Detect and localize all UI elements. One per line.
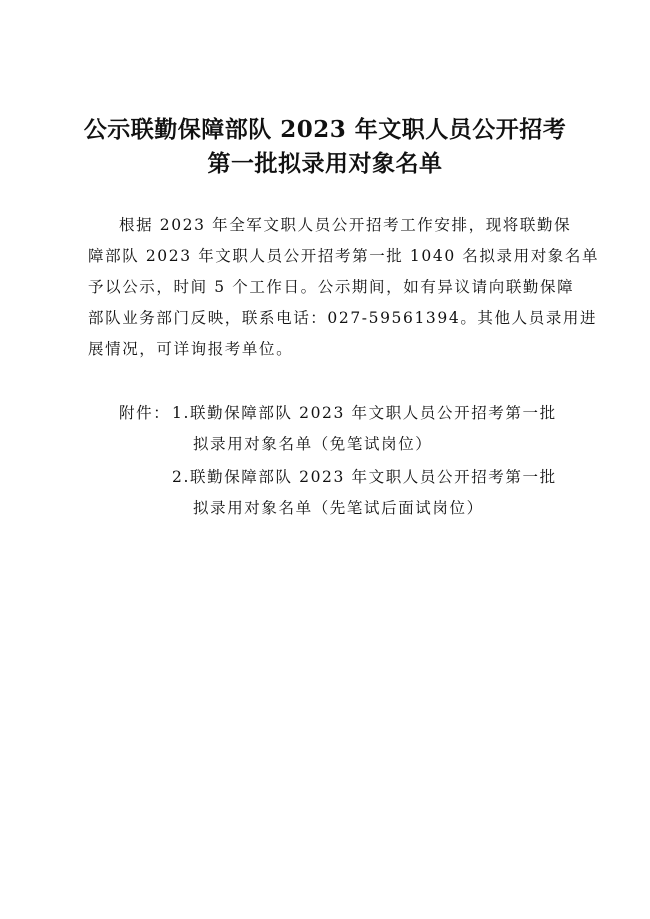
- attachment-1-line-2: 拟录用对象名单（免笔试岗位）: [193, 435, 433, 453]
- document-title-line-2: 第一批拟录用对象名单: [207, 150, 443, 177]
- body-line-5: 展情况，可详询报考单位。: [88, 340, 294, 358]
- body-line-4: 部队业务部门反映，联系电话：027-59561394。其他人员录用进: [88, 309, 598, 327]
- attachment-2-line-2: 拟录用对象名单（先笔试后面试岗位）: [193, 499, 484, 517]
- body-line-2: 障部队 2023 年文职人员公开招考第一批 1040 名拟录用对象名单: [88, 247, 600, 265]
- attachment-1-line-1: 1.联勤保障部队 2023 年文职人员公开招考第一批: [172, 404, 557, 422]
- attachments-label: 附件：: [119, 404, 171, 422]
- body-line-3: 予以公示，时间 5 个工作日。公示期间，如有异议请向联勤保障: [88, 278, 575, 296]
- body-line-1: 根据 2023 年全军文职人员公开招考工作安排，现将联勤保: [119, 216, 572, 234]
- attachment-2-line-1: 2.联勤保障部队 2023 年文职人员公开招考第一批: [172, 468, 557, 486]
- document-title-line-1: 公示联勤保障部队 2023 年文职人员公开招考: [83, 116, 567, 143]
